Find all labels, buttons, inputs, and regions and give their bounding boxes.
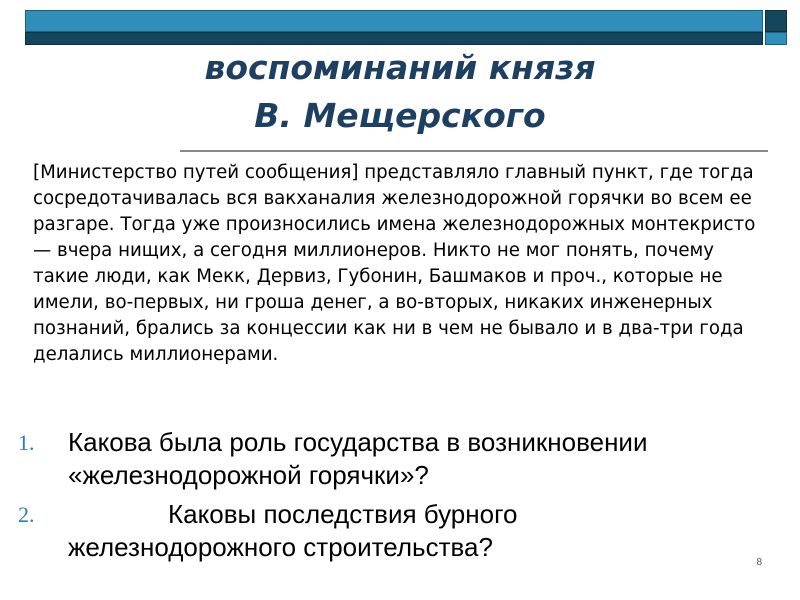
question-number-2: 2.: [18, 502, 35, 527]
header-band-top: [25, 10, 763, 32]
question-text-1-line1: Какова была роль государства в возникновении: [68, 427, 648, 457]
question-number-1: 1.: [18, 430, 35, 455]
question-item-1: [18, 426, 778, 492]
title-divider: [180, 150, 768, 152]
quote-paragraph: [Министерство путей сообщения] представляло главный пункт, где тогда сосредотачивалась вся вакханалия железнодорожной горячки во всем ее разгаре. Тогда уже произносились имена железнодорожных монтекристо — вчера нищих, а сегодня миллионеров. Никто не мог понять, почему такие люди, как Мекк, Дервиз, Губонин, Башмаков и проч., которые не имели, во-первых, ни гроша денег, а во-вторых, никаких инженерных познаний, брались за концессии как ни в чем не бывало и в два-три года делались миллионерами.: [33, 162, 756, 365]
slide-title: [0, 44, 800, 140]
question-text-2-line1: Каковы последствия бурного: [168, 499, 518, 529]
question-text-1-line2: «железнодорожной горячки»?: [68, 460, 429, 490]
header-square-top: [765, 10, 787, 32]
slide-title-line1: воспоминаний князя: [204, 48, 596, 87]
slide-number: 8: [756, 557, 762, 568]
question-text-2-line2: железнодорожного строительства?: [68, 532, 493, 562]
question-item-2: [18, 498, 778, 564]
slide-title-line2: В. Мещерского: [254, 96, 546, 135]
questions-list: [18, 426, 778, 570]
